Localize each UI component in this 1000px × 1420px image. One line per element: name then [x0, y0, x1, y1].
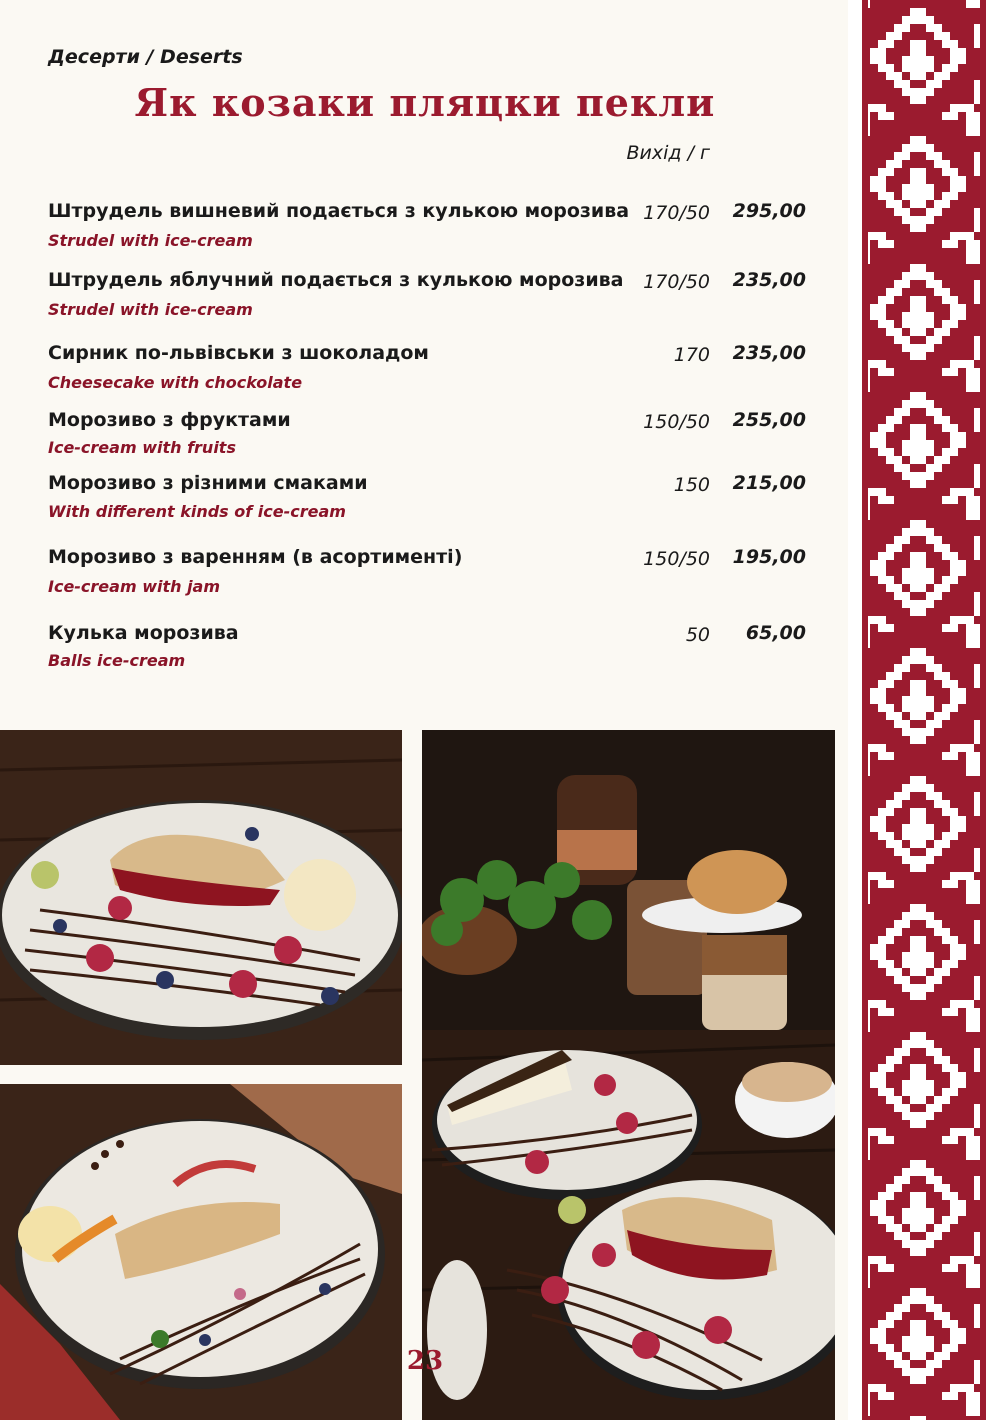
item-price: 235,00 — [732, 342, 806, 364]
item-weight: 170/50 — [643, 271, 710, 293]
item-name: Штрудель яблучний подається з кулькою морозива — [48, 269, 624, 291]
item-weight: 170/50 — [643, 202, 710, 224]
item-weight: 150/50 — [643, 411, 710, 433]
menu-item — [48, 546, 808, 606]
photo-cheesecake-scene — [422, 730, 835, 1420]
menu-item — [48, 342, 808, 402]
item-price: 215,00 — [732, 472, 806, 494]
menu-item — [48, 200, 808, 260]
embroidery-border — [848, 0, 1000, 1420]
item-name: Морозиво з варенням (в асортименті) — [48, 546, 463, 568]
item-price: 295,00 — [732, 200, 806, 222]
menu-item — [48, 409, 808, 469]
item-name: Морозиво з фруктами — [48, 409, 291, 431]
item-price: 255,00 — [732, 409, 806, 431]
item-price: 235,00 — [732, 269, 806, 291]
menu-item — [48, 472, 808, 532]
item-name-en: Balls ice-cream — [48, 651, 186, 670]
item-price: 65,00 — [745, 622, 806, 644]
item-name-en: Strudel with ice-cream — [48, 231, 253, 250]
item-name: Сирник по-львівськи з шоколадом — [48, 342, 429, 364]
menu-item — [48, 622, 808, 682]
section-label: Десерти / Deserts — [48, 46, 243, 68]
item-name: Штрудель вишневий подається з кулькою морозива — [48, 200, 630, 222]
photo-apple-strudel — [0, 1084, 402, 1420]
page-title: Як козаки пляцки пекли — [134, 80, 716, 125]
item-weight: 150/50 — [643, 548, 710, 570]
item-weight: 50 — [685, 624, 710, 646]
photo-cherry-strudel — [0, 730, 402, 1065]
item-price: 195,00 — [732, 546, 806, 568]
item-weight: 170 — [673, 344, 710, 366]
item-name-en: Ice-cream with fruits — [48, 438, 236, 457]
item-name-en: With different kinds of ice-cream — [48, 502, 346, 521]
menu-item — [48, 269, 808, 329]
page-number: 23 — [406, 1346, 444, 1376]
item-name-en: Strudel with ice-cream — [48, 300, 253, 319]
item-name: Морозиво з різними смаками — [48, 472, 368, 494]
item-name-en: Ice-cream with jam — [48, 577, 221, 596]
yield-column-header: Вихід / г — [626, 142, 710, 164]
item-name: Кулька морозива — [48, 622, 239, 644]
item-weight: 150 — [673, 474, 710, 496]
item-name-en: Cheesecake with chockolate — [48, 373, 303, 392]
